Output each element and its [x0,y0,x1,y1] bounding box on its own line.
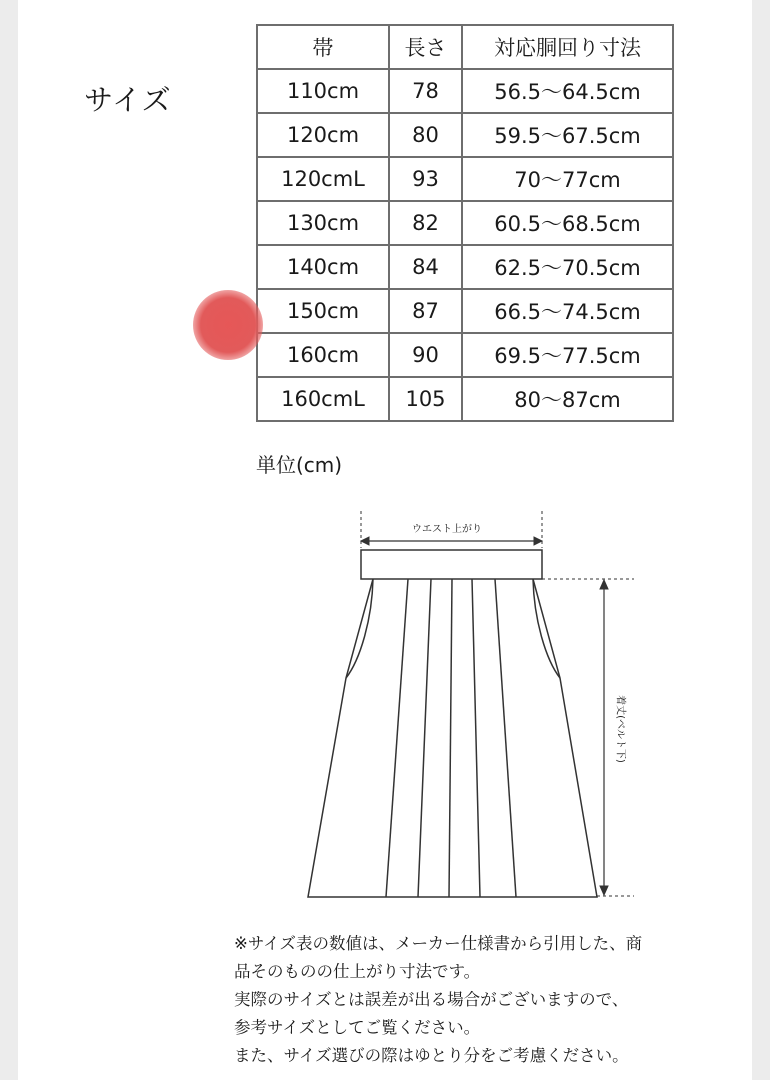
header-waist: 対応胴回り寸法 [462,25,673,69]
note-line: ※サイズ表の数値は、メーカー仕様書から引用した、商 [234,934,643,953]
waistband [361,550,542,579]
cell-waist: 70〜77cm [462,157,673,201]
cell-length: 90 [389,333,462,377]
header-length: 長さ [389,25,462,69]
cell-length: 82 [389,201,462,245]
unit-note: 単位(cm) [256,453,343,477]
cell-waist: 59.5〜67.5cm [462,113,673,157]
cell-length: 78 [389,69,462,113]
cell-obi: 130cm [257,201,389,245]
cell-length: 93 [389,157,462,201]
note-line: 実際のサイズとは誤差が出る場合がございますので、 [234,990,629,1009]
cell-obi: 120cmL [257,157,389,201]
cell-obi: 160cm [257,333,389,377]
cell-waist: 69.5〜77.5cm [462,333,673,377]
cell-obi: 150cm [257,289,389,333]
cell-obi: 140cm [257,245,389,289]
waist-label: ウエスト上がり [412,524,482,535]
cell-obi: 110cm [257,69,389,113]
size-heading: サイズ [84,83,172,117]
note-line: 参考サイズとしてご覧ください。 [234,1018,481,1037]
size-notes [234,930,642,1070]
cell-waist: 56.5〜64.5cm [462,69,673,113]
cell-obi: 120cm [257,113,389,157]
cell-length: 105 [389,377,462,421]
cell-length: 84 [389,245,462,289]
cell-waist: 60.5〜68.5cm [462,201,673,245]
length-label: 着丈(ベルト下) [614,695,626,763]
skirt-body [308,579,597,897]
cell-waist: 80〜87cm [462,377,673,421]
note-line: また、サイズ選びの際はゆとり分をご考慮ください。 [234,1046,629,1065]
header-obi: 帯 [257,25,389,69]
cell-length: 87 [389,289,462,333]
cell-length: 80 [389,113,462,157]
cell-waist: 62.5〜70.5cm [462,245,673,289]
cell-waist: 66.5〜74.5cm [462,289,673,333]
note-line: 品そのものの仕上がり寸法です。 [234,962,481,981]
cell-obi: 160cmL [257,377,389,421]
